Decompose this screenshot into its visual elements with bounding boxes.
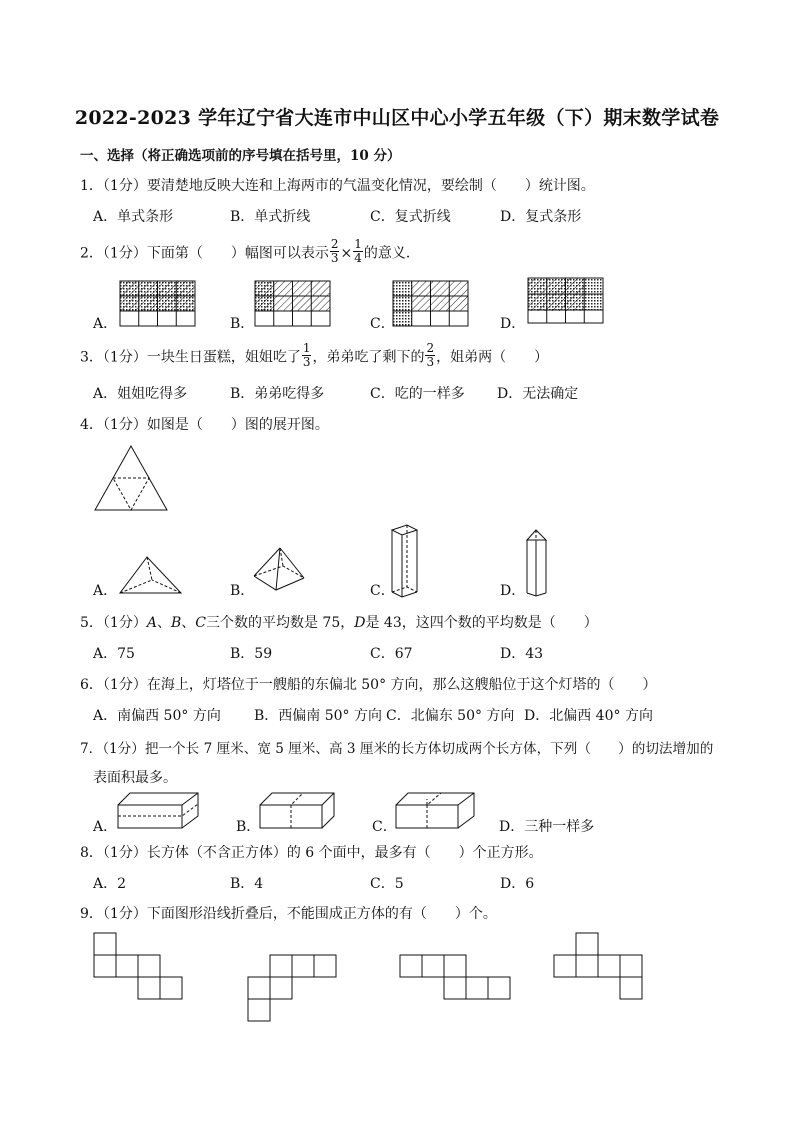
q3-option-b: B．弟弟吃得多 <box>230 386 325 402</box>
question-7-line2: 表面积最多。 <box>93 770 177 786</box>
q5-option-a: A．75 <box>93 646 135 662</box>
q1-option-d: D．复式条形 <box>500 209 582 225</box>
q8-option-b: B．4 <box>230 876 264 892</box>
frac-num: 2 <box>426 341 435 355</box>
q8-option-c: C．5 <box>370 876 404 892</box>
cube-net-2 <box>248 955 336 1021</box>
question-7-line1: 7．（1分）把一个长 7 厘米、宽 5 厘米、高 3 厘米的长方体切成两个长方体，下列（ ）的切法增加的 <box>80 741 714 757</box>
frac-num: 2 <box>330 237 339 251</box>
q6-option-a: A．南偏西 50° 方向 <box>93 708 221 724</box>
q4-label-c: C． <box>370 583 395 599</box>
q1-option-c: C．复式折线 <box>370 209 451 225</box>
q2-text-pre: 2．（1分）下面第（ ）幅图可以表示 <box>80 245 329 262</box>
frac-den: 4 <box>354 251 362 265</box>
q2-label-b: B． <box>230 316 255 332</box>
q4-label-b: B． <box>230 583 255 599</box>
q1-option-b: B．单式折线 <box>230 209 311 225</box>
var-b: B <box>170 615 182 631</box>
q7-option-d: D．三种一样多 <box>499 819 595 835</box>
q8-option-d: D．6 <box>500 876 535 892</box>
frac-num: 1 <box>302 341 311 355</box>
q2-label-c: C． <box>370 316 395 332</box>
q5-text-pre: 5．（1分） <box>80 615 147 631</box>
sep: 、 <box>156 615 171 631</box>
q4-label-d: D． <box>500 583 526 599</box>
q7-label-b: B． <box>236 819 261 835</box>
frac-num: 1 <box>354 237 362 251</box>
q5-option-c: C．67 <box>370 646 413 662</box>
q5-option-d: D．43 <box>500 646 544 662</box>
q8-option-a: A．2 <box>93 876 127 892</box>
q6-option-c: C．北偏东 50° 方向 <box>386 708 515 724</box>
q5-option-b: B．59 <box>230 646 273 662</box>
q1-option-a: A．单式条形 <box>93 209 174 225</box>
q2-label-d: D． <box>500 316 526 332</box>
cube-net-1 <box>94 933 182 999</box>
q3-text-mid: ，弟弟吃了剩下的 <box>312 349 425 366</box>
q3-option-c: C．吃的一样多 <box>370 386 465 402</box>
q2-text-post: 的意义． <box>363 245 420 262</box>
q4-label-a: A． <box>93 583 118 599</box>
page-title: 2022-2023 学年辽宁省大连市中山区中心小学五年级（下）期末数学试卷 <box>74 107 720 129</box>
question-4: 4．（1分）如图是（ ）图的展开图。 <box>80 417 329 433</box>
question-9: 9．（1分）下面图形沿线折叠后，不能围成正方体的有（ ）个。 <box>80 906 497 922</box>
cube-net-3 <box>400 955 510 999</box>
question-6: 6．（1分）在海上，灯塔位于一艘船的东偏北 50° 方向，那么这艘船位于这个灯塔的（ ） <box>80 677 657 693</box>
q2-label-a: A． <box>93 316 118 332</box>
cube-net-4 <box>554 933 642 999</box>
var-c: C <box>195 615 206 631</box>
q3-text-pre: 3．（1分）一块生日蛋糕，姐姐吃了 <box>80 349 301 366</box>
q5-text-post: 是 43，这四个数的平均数是（ ） <box>365 615 598 631</box>
q7-label-a: A． <box>93 819 118 835</box>
var-d: D <box>354 615 366 631</box>
section-heading: 一、选择（将正确选项前的序号填在括号里，10 分） <box>80 148 401 164</box>
q3-option-a: A．姐姐吃得多 <box>93 386 188 402</box>
sep: 、 <box>181 615 196 631</box>
frac-den: 3 <box>426 355 435 369</box>
question-1: 1．（1分）要清楚地反映大连和上海两市的气温变化情况，要绘制（ ）统计图。 <box>80 178 595 194</box>
q6-option-d: D．北偏西 40° 方向 <box>524 708 653 724</box>
q3-option-d: D．无法确定 <box>497 386 579 402</box>
q6-option-b: B．西偏南 50° 方向 <box>254 708 383 724</box>
q7-label-c: C． <box>372 819 397 835</box>
times-sign: × <box>340 245 353 262</box>
var-a: A <box>146 615 157 631</box>
question-8: 8．（1分）长方体（不含正方体）的 6 个面中，最多有（ ）个正方形。 <box>80 845 543 861</box>
frac-den: 3 <box>302 355 311 369</box>
q3-text-post: ，姐弟两（ ） <box>436 349 549 366</box>
frac-den: 3 <box>330 251 339 265</box>
q5-text-mid: 三个数的平均数是 75， <box>205 615 355 631</box>
